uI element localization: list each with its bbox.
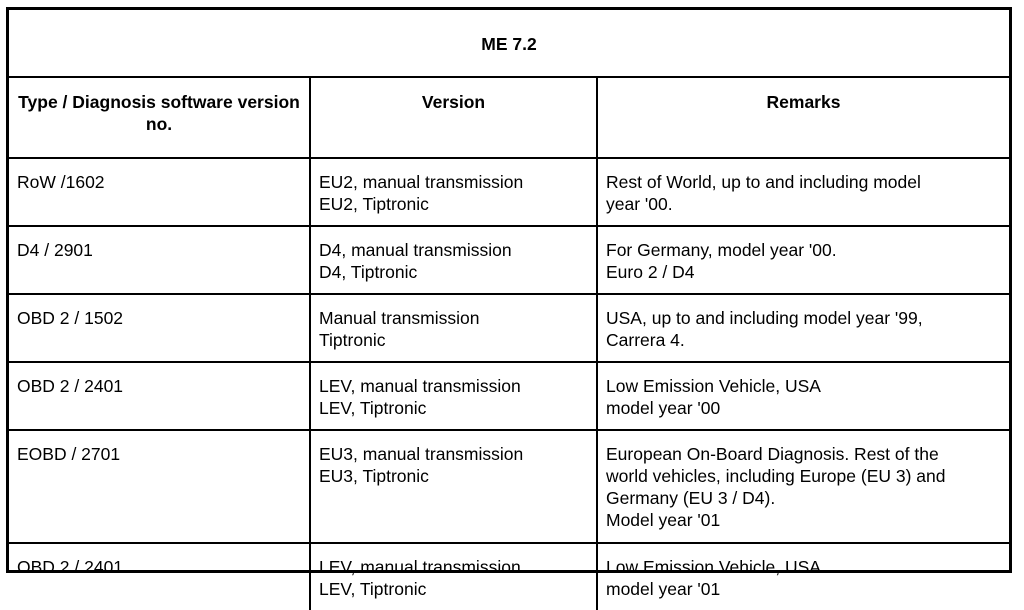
remarks-line: Low Emission Vehicle, USA bbox=[606, 376, 821, 396]
document-table-frame bbox=[6, 7, 1012, 599]
table-row bbox=[9, 430, 1009, 543]
cell-version bbox=[310, 430, 597, 543]
cell-type: OBD 2 / 2401 bbox=[9, 362, 310, 430]
header-type bbox=[9, 77, 310, 158]
cell-type: D4 / 2901 bbox=[9, 226, 310, 294]
remarks-line: world vehicles, including Europe (EU 3) and bbox=[606, 466, 946, 486]
version-line: Manual transmission bbox=[319, 308, 480, 328]
version-line: D4, Tiptronic bbox=[319, 262, 418, 282]
version-line: EU3, manual transmission bbox=[319, 444, 524, 464]
cell-type: OBD 2 / 2401 bbox=[9, 543, 310, 610]
cell-remarks bbox=[597, 294, 1009, 362]
cell-version bbox=[310, 362, 597, 430]
remarks-line: Model year '01 bbox=[606, 510, 721, 530]
version-line: EU2, Tiptronic bbox=[319, 194, 429, 214]
version-line: LEV, Tiptronic bbox=[319, 398, 427, 418]
cell-type: RoW /1602 bbox=[9, 158, 310, 226]
cell-version bbox=[310, 226, 597, 294]
header-version-label: Version bbox=[421, 92, 486, 112]
version-line: EU2, manual transmission bbox=[319, 172, 524, 192]
remarks-line: European On-Board Diagnosis. Rest of the bbox=[606, 444, 939, 464]
table-row bbox=[9, 226, 1009, 294]
remarks-line: USA, up to and including model year '99, bbox=[606, 308, 923, 328]
me72-table bbox=[9, 10, 1009, 610]
remarks-line: year '00. bbox=[606, 194, 673, 214]
header-type-label: Type / Diagnosis software version no. bbox=[18, 92, 300, 134]
header-remarks bbox=[597, 77, 1009, 158]
version-line: Tiptronic bbox=[319, 330, 386, 350]
cell-remarks bbox=[597, 158, 1009, 226]
cell-type: OBD 2 / 1502 bbox=[9, 294, 310, 362]
header-version bbox=[310, 77, 597, 158]
table-row bbox=[9, 158, 1009, 226]
cell-remarks bbox=[597, 543, 1009, 610]
cell-version bbox=[310, 294, 597, 362]
version-line: LEV, Tiptronic bbox=[319, 579, 427, 599]
remarks-line: Rest of World, up to and including model bbox=[606, 172, 921, 192]
cell-type: EOBD / 2701 bbox=[9, 430, 310, 543]
remarks-line: Euro 2 / D4 bbox=[606, 262, 695, 282]
cell-remarks bbox=[597, 430, 1009, 543]
cell-remarks bbox=[597, 226, 1009, 294]
remarks-line: Carrera 4. bbox=[606, 330, 685, 350]
version-line: LEV, manual transmission bbox=[319, 376, 521, 396]
version-line: LEV, manual transmission bbox=[319, 557, 521, 577]
table-row bbox=[9, 362, 1009, 430]
remarks-line: model year '01 bbox=[606, 579, 721, 599]
table-row bbox=[9, 294, 1009, 362]
header-remarks-label: Remarks bbox=[766, 92, 841, 112]
version-line: D4, manual transmission bbox=[319, 240, 512, 260]
remarks-line: model year '00 bbox=[606, 398, 721, 418]
remarks-line: Germany (EU 3 / D4). bbox=[606, 488, 776, 508]
table-title: ME 7.2 bbox=[9, 10, 1009, 77]
remarks-line: Low Emission Vehicle, USA bbox=[606, 557, 821, 577]
remarks-line: For Germany, model year '00. bbox=[606, 240, 837, 260]
cell-remarks bbox=[597, 362, 1009, 430]
version-line: EU3, Tiptronic bbox=[319, 466, 429, 486]
cell-version bbox=[310, 158, 597, 226]
table-row bbox=[9, 543, 1009, 610]
cell-version bbox=[310, 543, 597, 610]
